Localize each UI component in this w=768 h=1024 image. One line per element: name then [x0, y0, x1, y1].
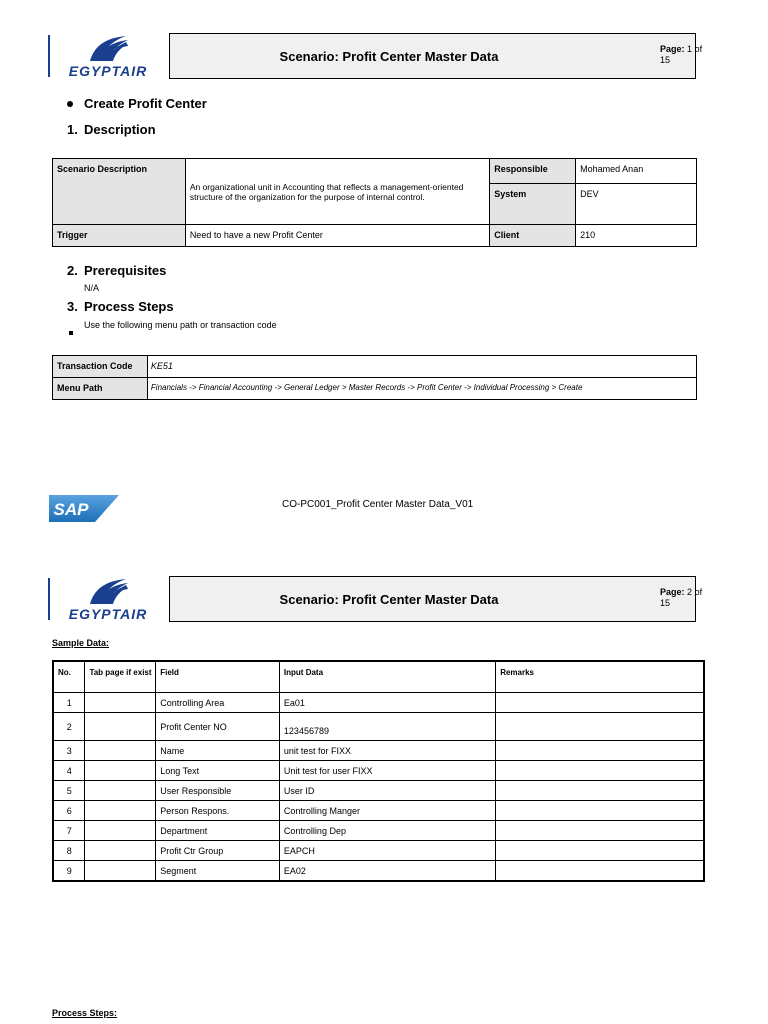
table-row: [53, 821, 704, 841]
table-row: [53, 713, 704, 741]
horus-wing-icon: [90, 579, 128, 604]
page2-header: [48, 576, 703, 622]
cell-tab: [85, 693, 156, 713]
cell-input: Controlling Dep: [279, 821, 495, 841]
page1-header: [48, 33, 703, 79]
cell-remarks: [496, 781, 704, 801]
cell-tab: [85, 821, 156, 841]
sample-data-table: [52, 660, 705, 882]
page-of: of: [694, 587, 703, 597]
table-row: [53, 861, 704, 882]
svg-text:SAP: SAP: [53, 500, 89, 519]
transaction-code-value: KE51: [147, 356, 696, 378]
cell-field: Segment: [156, 861, 280, 882]
cell-tab: [85, 861, 156, 882]
page-of: of: [694, 44, 703, 54]
cell-field: Profit Center NO: [156, 713, 280, 741]
cell-remarks: [496, 761, 704, 781]
document-name: CO-PC001_Profit Center Master Data_V01: [282, 499, 474, 510]
scenario-desc-label: Scenario Description: [53, 159, 186, 225]
cell-input: Unit test for user FIXX: [279, 761, 495, 781]
cell-remarks: [496, 741, 704, 761]
trigger-value: Need to have a new Profit Center: [185, 225, 489, 247]
column-header-remarks: Remarks: [496, 661, 704, 693]
cell-no: 6: [53, 801, 85, 821]
column-header-field: Field: [156, 661, 280, 693]
table-header-row: [53, 661, 704, 693]
table-row: [53, 693, 704, 713]
menu-path-value: Financials -> Financial Accounting -> General Ledger > Master Records -> Profit Center -> Individual Processing > Create: [147, 378, 696, 400]
process-steps-title: Process Steps:: [52, 1008, 118, 1018]
section-number: 2.: [67, 263, 78, 278]
cell-no: 4: [53, 761, 85, 781]
cell-input: User ID: [279, 781, 495, 801]
table-row: [53, 741, 704, 761]
client-value: 210: [576, 225, 697, 247]
cell-no: 9: [53, 861, 85, 882]
transaction-code-label: Transaction Code: [53, 356, 148, 378]
cell-no: 1: [53, 693, 85, 713]
client-label: Client: [490, 225, 576, 247]
horus-wing-icon: [90, 36, 128, 61]
section-heading-description: Description: [84, 122, 156, 137]
cell-remarks: [496, 713, 704, 741]
cell-input: Ea01: [279, 693, 495, 713]
sap-logo: [49, 493, 121, 528]
page-title: Scenario: Profit Center Master Data: [169, 33, 609, 79]
scenario-desc-value: An organizational unit in Accounting that reflects a management-oriented structure of the organization for the purpose of internal control.: [185, 159, 489, 225]
page-label: Page:: [660, 44, 685, 54]
egyptair-logo: [48, 33, 169, 79]
cell-no: 2: [53, 713, 85, 741]
cell-no: 8: [53, 841, 85, 861]
cell-remarks: [496, 801, 704, 821]
cell-remarks: [496, 821, 704, 841]
cell-no: 5: [53, 781, 85, 801]
page-label: Page:: [660, 587, 685, 597]
section-heading-create: Create Profit Center: [84, 96, 207, 111]
page-number: 1: [687, 44, 693, 54]
cell-field: Department: [156, 821, 280, 841]
prerequisites-text: N/A: [84, 283, 100, 293]
cell-no: 3: [53, 741, 85, 761]
table-row: [53, 801, 704, 821]
section-heading-prerequisites: Prerequisites: [84, 263, 167, 278]
square-bullet-icon: [69, 322, 73, 340]
cell-field: Person Respons.: [156, 801, 280, 821]
cell-tab: [85, 841, 156, 861]
cell-input: unit test for FIXX: [279, 741, 495, 761]
cell-tab: [85, 761, 156, 781]
page-indicator: [607, 576, 703, 622]
cell-input: 123456789: [279, 713, 495, 741]
table-row: [53, 841, 704, 861]
cell-field: Name: [156, 741, 280, 761]
cell-input: EA02: [279, 861, 495, 882]
section-heading-process-steps: Process Steps: [84, 299, 174, 314]
sample-data-title: Sample Data:: [52, 638, 110, 648]
trigger-label: Trigger: [53, 225, 186, 247]
svg-text:EGYPTAIR: EGYPTAIR: [68, 63, 148, 79]
menu-path-label: Menu Path: [53, 378, 148, 400]
process-steps-bullet-text: Use the following menu path or transaction code: [84, 320, 277, 330]
cell-tab: [85, 741, 156, 761]
cell-remarks: [496, 693, 704, 713]
column-header-tab-page: Tab page if exist: [85, 661, 156, 693]
cell-tab: [85, 801, 156, 821]
page-title: Scenario: Profit Center Master Data: [169, 576, 609, 622]
cell-remarks: [496, 861, 704, 882]
column-header-input-data: Input Data: [279, 661, 495, 693]
cell-field: Profit Ctr Group: [156, 841, 280, 861]
scenario-table: [52, 158, 697, 247]
page-total: 15: [660, 55, 671, 65]
page-total: 15: [660, 598, 671, 608]
cell-field: Controlling Area: [156, 693, 280, 713]
svg-text:EGYPTAIR: EGYPTAIR: [68, 606, 148, 622]
page-indicator: [607, 33, 703, 79]
cell-remarks: [496, 841, 704, 861]
system-value: DEV: [576, 184, 697, 225]
cell-input: EAPCH: [279, 841, 495, 861]
cell-field: User Responsible: [156, 781, 280, 801]
transaction-table: [52, 355, 697, 400]
cell-input: Controlling Manger: [279, 801, 495, 821]
responsible-label: Responsible: [490, 159, 576, 184]
section-number: 1.: [67, 122, 78, 137]
section-number: 3.: [67, 299, 78, 314]
cell-tab: [85, 781, 156, 801]
bullet-dot-icon: [66, 95, 74, 113]
table-row: [53, 761, 704, 781]
table-row: [53, 781, 704, 801]
cell-no: 7: [53, 821, 85, 841]
column-header-no: No.: [53, 661, 85, 693]
page-number: 2: [687, 587, 693, 597]
cell-field: Long Text: [156, 761, 280, 781]
cell-tab: [85, 713, 156, 741]
responsible-value: Mohamed Anan: [576, 159, 697, 184]
egyptair-logo: [48, 576, 169, 622]
system-label: System: [490, 184, 576, 225]
